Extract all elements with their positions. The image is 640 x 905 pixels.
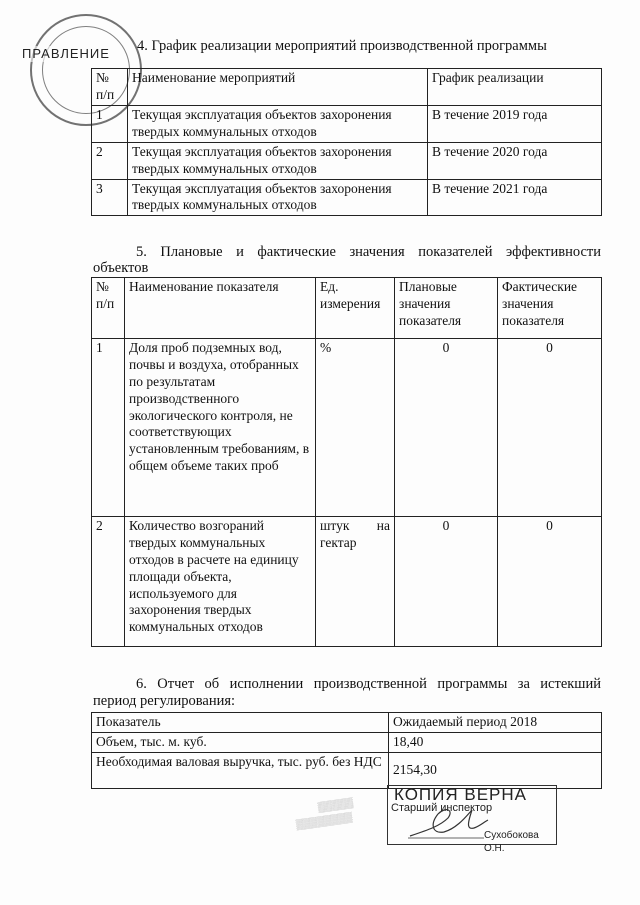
header-cell: График реализации <box>428 69 602 106</box>
section6-title-line1: 6. Отчет об исполнении производственной программы за истекший <box>136 676 601 692</box>
header-cell: № п/п <box>92 278 125 339</box>
report-value: 2154,30 <box>389 752 602 788</box>
header-cell: Плановые значения показателя <box>395 278 498 339</box>
table-row <box>92 339 602 517</box>
schedule-period: В течение 2020 года <box>428 142 602 179</box>
table-row <box>92 732 602 752</box>
indicator-unit: % <box>316 339 395 517</box>
table-row <box>92 106 602 143</box>
header-cell: Фактические значения показателя <box>498 278 602 339</box>
indicator-name: Доля проб подземных вод, почвы и воздуха, отобранных по результатам производственного экологического контроля, не соответствующих установленным требованиям, в общем объеме таких проб <box>125 339 316 517</box>
report-indicator: Объем, тыс. м. куб. <box>92 732 389 752</box>
row-number: 2 <box>92 142 128 179</box>
table-row <box>92 752 602 788</box>
indicator-unit: штук на гектар <box>316 517 395 647</box>
schedule-header-row <box>92 69 602 106</box>
row-number: 1 <box>92 106 128 143</box>
indicators-header-row <box>92 278 602 339</box>
report-header-row <box>92 713 602 733</box>
copy-stamp-title: КОПИЯ ВЕРНА <box>394 785 528 804</box>
indicators-table <box>91 277 602 647</box>
actual-value: 0 <box>498 339 602 517</box>
section5-title-line2: объектов <box>93 260 149 276</box>
planned-value: 0 <box>395 517 498 647</box>
header-cell: Наименование мероприятий <box>128 69 428 106</box>
row-number: 1 <box>92 339 125 517</box>
schedule-period: В течение 2021 года <box>428 179 602 216</box>
header-cell: Показатель <box>92 713 389 733</box>
copy-stamp-role: Старший инспектор <box>391 802 493 814</box>
actual-value: 0 <box>498 517 602 647</box>
planned-value: 0 <box>395 339 498 517</box>
schedule-period: В течение 2019 года <box>428 106 602 143</box>
seal-text: ПРАВЛЕНИЕ <box>22 46 110 61</box>
header-cell: Наименование показателя <box>125 278 316 339</box>
activity-name: Текущая эксплуатация объектов захоронения твердых коммунальных отходов <box>128 142 428 179</box>
header-cell: Ожидаемый период 2018 <box>389 713 602 733</box>
activity-name: Текущая эксплуатация объектов захоронения твердых коммунальных отходов <box>128 106 428 143</box>
copy-stamp-name: Сухобокова О.Н. <box>484 830 539 854</box>
section6-title-line2: период регулирования: <box>93 693 236 709</box>
row-number: 2 <box>92 517 125 647</box>
report-table <box>91 712 602 789</box>
certified-copy-stamp <box>387 785 557 854</box>
report-value: 18,40 <box>389 732 602 752</box>
section4-title: 4. График реализации мероприятий производственной программы <box>137 38 547 54</box>
table-row <box>92 179 602 216</box>
table-row <box>92 142 602 179</box>
section5-title-line1: 5. Плановые и фактические значения показателей эффективности <box>136 244 601 260</box>
indicator-name: Количество возгораний твердых коммунальных отходов в расчете на единицу площади объекта, используемого для захоронения твердых коммунальных отходов <box>125 517 316 647</box>
row-number: 3 <box>92 179 128 216</box>
table-row <box>92 517 602 647</box>
header-cell: № п/п <box>92 69 128 106</box>
report-indicator: Необходимая валовая выручка, тыс. руб. без НДС <box>92 752 389 788</box>
faint-stamp-mark: ▒▒▒▒▒▒▒▒ <box>295 812 354 831</box>
schedule-table <box>91 68 602 216</box>
faint-stamp-mark: ▒▒▒▒▒ <box>317 797 354 814</box>
activity-name: Текущая эксплуатация объектов захоронения твердых коммунальных отходов <box>128 179 428 216</box>
header-cell: Ед. измерения <box>316 278 395 339</box>
